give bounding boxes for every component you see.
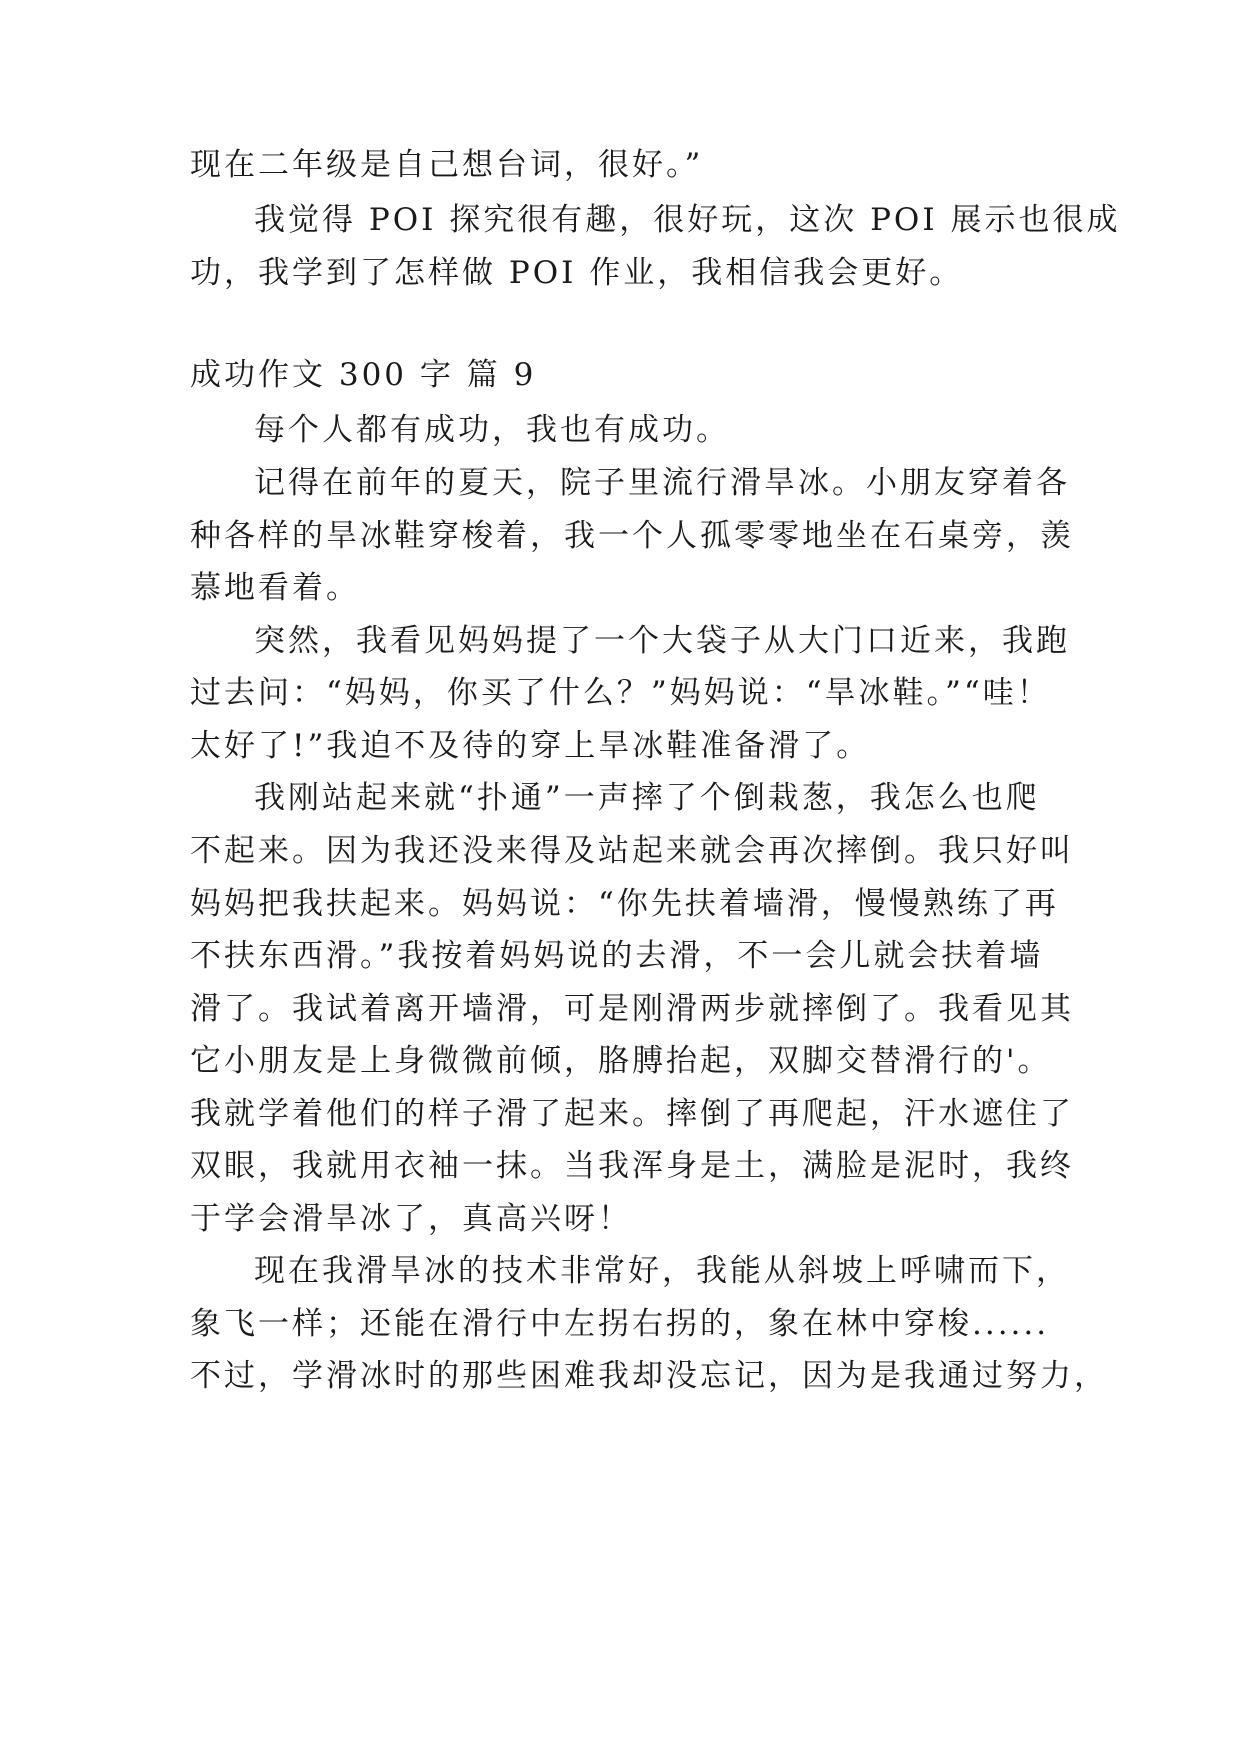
text-line: 不起来。因为我还没来得及站起来就会再次摔倒。我只好叫 [190, 833, 1074, 869]
text-line: 现在二年级是自己想台词，很好。” [190, 147, 704, 183]
text-line: 每个人都有成功，我也有成功。 [254, 412, 730, 448]
text-line: 我就学着他们的样子滑了起来。摔倒了再爬起，汗水遮住了 [190, 1096, 1074, 1132]
text-line: 它小朋友是上身微微前倾，胳膊抬起，双脚交替滑行的'。 [190, 1043, 1052, 1079]
text-line: 过去问：“妈妈，你买了什么？”妈妈说：“旱冰鞋。”“哇！ [190, 675, 1051, 711]
text-line: 太好了!”我迫不及待的穿上旱冰鞋准备滑了。 [190, 728, 871, 764]
text-line: 种各样的旱冰鞋穿梭着，我一个人孤零零地坐在石桌旁，羡 [190, 518, 1074, 554]
text-line: 功，我学到了怎样做 POI 作业，我相信我会更好。 [190, 255, 964, 291]
text-line: 不过，学滑冰时的那些困难我却没忘记，因为是我通过努力， [190, 1358, 1108, 1394]
text-line: 于学会滑旱冰了，真高兴呀！ [190, 1201, 632, 1237]
text-line: 不扶东西滑。”我按着妈妈说的去滑，不一会儿就会扶着墙 [190, 938, 1044, 974]
text-line: 妈妈把我扶起来。妈妈说：“你先扶着墙滑，慢慢熟练了再 [190, 886, 1059, 922]
text-line: 慕地看着。 [190, 570, 360, 606]
text-line: 我刚站起来就“扑通”一声摔了个倒栽葱，我怎么也爬 [254, 780, 1040, 816]
text-line: 现在我滑旱冰的技术非常好，我能从斜坡上呼啸而下， [254, 1253, 1070, 1289]
text-line: 记得在前年的夏天，院子里流行滑旱冰。小朋友穿着各 [254, 465, 1070, 501]
text-line: 象飞一样；还能在滑行中左拐右拐的，象在林中穿梭...... [190, 1306, 1050, 1342]
text-line: 突然，我看见妈妈提了一个大袋子从大门口近来，我跑 [254, 623, 1070, 659]
text-line: 我觉得 POI 探究很有趣，很好玩，这次 POI 展示也很成 [254, 202, 1121, 238]
text-line: 双眼，我就用衣袖一抹。当我浑身是土，满脸是泥时，我终 [190, 1148, 1074, 1184]
section-heading: 成功作文 300 字 篇 9 [190, 357, 537, 393]
text-line: 滑了。我试着离开墙滑，可是刚滑两步就摔倒了。我看见其 [190, 991, 1074, 1027]
